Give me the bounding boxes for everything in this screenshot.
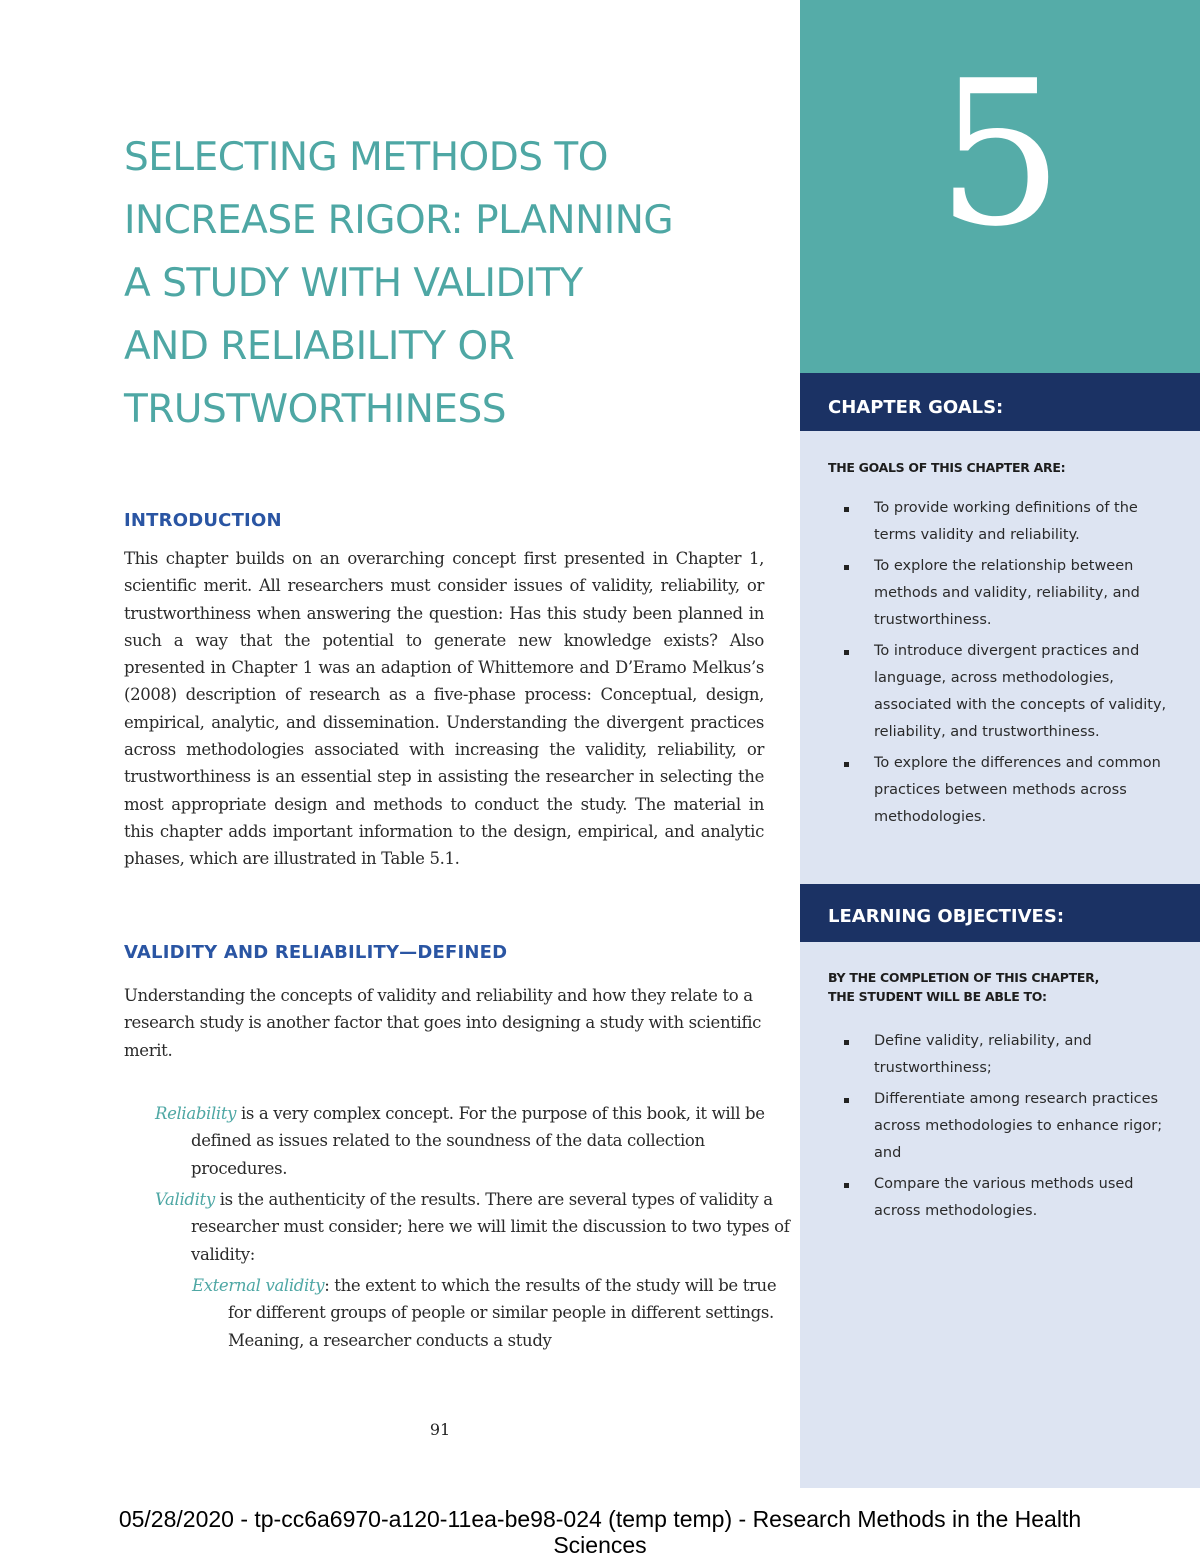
introduction-paragraph: This chapter builds on an overarching concept first presented in Chapter 1, scientific merit. All researchers must consider issues of validity, reliability, or trustworthiness when answering the question: Has this study been planned in such a way that the potential to generate new knowledge exists? Also presented in Chapter 1 was an adaption of Whittemore and D’Eramo Melkus’s (2008) description of research as a five-phase process: Conceptual, design, empirical, analytic, and dissemination. Understanding the divergent practices across methodologies associated with increasing the validity, reliability, or trustworthiness is an essential step in assisting the researcher in selecting the most appropriate design and methods to conduct the study. The material in this chapter adds important information to the design, empirical, and analytic phases, which are illustrated in Table 5.1.	[124, 549, 764, 869]
chapter-sidebar	[800, 0, 1200, 1488]
chapter-goals-heading: CHAPTER GOALS:	[800, 373, 1200, 431]
goal-item: To explore the relationship between methods and validity, reliability, and trustworthiness.	[844, 553, 1174, 634]
title-line: SELECTING METHODS TO	[124, 135, 608, 180]
chapter-goals-lead: THE GOALS OF THIS CHAPTER ARE:	[828, 460, 1066, 475]
learning-objectives-heading: LEARNING OBJECTIVES:	[800, 884, 1200, 942]
title-line: TRUSTWORTHINESS	[124, 387, 507, 432]
page-number: 91	[429, 1420, 451, 1439]
title-line: INCREASE RIGOR: PLANNING	[124, 198, 674, 243]
external-validity-term: External validity	[192, 1276, 325, 1295]
goal-item: To provide working definitions of the terms validity and reliability.	[844, 495, 1174, 549]
title-line: A STUDY WITH VALIDITY	[124, 261, 583, 306]
download-footer	[0, 1506, 1200, 1558]
learning-objectives-lead	[828, 968, 1168, 1006]
validity-intro-paragraph: Understanding the concepts of validity and reliability and how they relate to a research study is another factor that goes into designing a study with scientific merit.	[124, 986, 762, 1060]
external-validity-definition	[192, 1272, 799, 1354]
objectives-lead-line-1: BY THE COMPLETION OF THIS CHAPTER,	[828, 970, 1100, 985]
goal-item: To introduce divergent practices and language, across methodologies, associated with the concepts of validity, reliability, and trustworthiness.	[844, 638, 1174, 746]
footer-line-2: Sciences	[553, 1532, 647, 1558]
validity-text: is the authenticity of the results. There are several types of validity a researcher must consider; here we will limit the discussion to two types of validity:	[191, 1190, 790, 1264]
chapter-number-block	[800, 0, 1200, 373]
external-validity-text: : the extent to which the results of the study will be true for different groups of people or similar people in different settings. Meaning, a researcher conducts a study	[228, 1276, 777, 1350]
reliability-definition	[155, 1100, 799, 1182]
validity-definition	[155, 1186, 799, 1268]
title-line: AND RELIABILITY OR	[124, 324, 515, 369]
validity-reliability-heading: VALIDITY AND RELIABILITY—DEFINED	[124, 942, 508, 963]
reliability-term: Reliability	[155, 1104, 237, 1123]
chapter-title	[124, 126, 744, 441]
goal-item: To explore the differences and common practices between methods across methodologies.	[844, 750, 1174, 831]
chapter-number: 5	[936, 38, 1064, 271]
objective-item: Compare the various methods used across methodologies.	[844, 1171, 1174, 1225]
objectives-lead-line-2: THE STUDENT WILL BE ABLE TO:	[828, 989, 1047, 1004]
chapter-goals-list	[844, 495, 1174, 835]
learning-objectives-list	[844, 1028, 1174, 1229]
reliability-text: is a very complex concept. For the purpose of this book, it will be defined as issues related to the soundness of the data collection procedures.	[191, 1104, 765, 1178]
footer-line-1: 05/28/2020 - tp-cc6a6970-a120-11ea-be98-024 (temp temp) - Research Methods in the Health	[118, 1506, 1082, 1532]
objective-item: Define validity, reliability, and trustworthiness;	[844, 1028, 1174, 1082]
validity-term: Validity	[155, 1190, 215, 1209]
objective-item: Differentiate among research practices across methodologies to enhance rigor; and	[844, 1086, 1174, 1167]
introduction-heading: INTRODUCTION	[124, 510, 282, 531]
